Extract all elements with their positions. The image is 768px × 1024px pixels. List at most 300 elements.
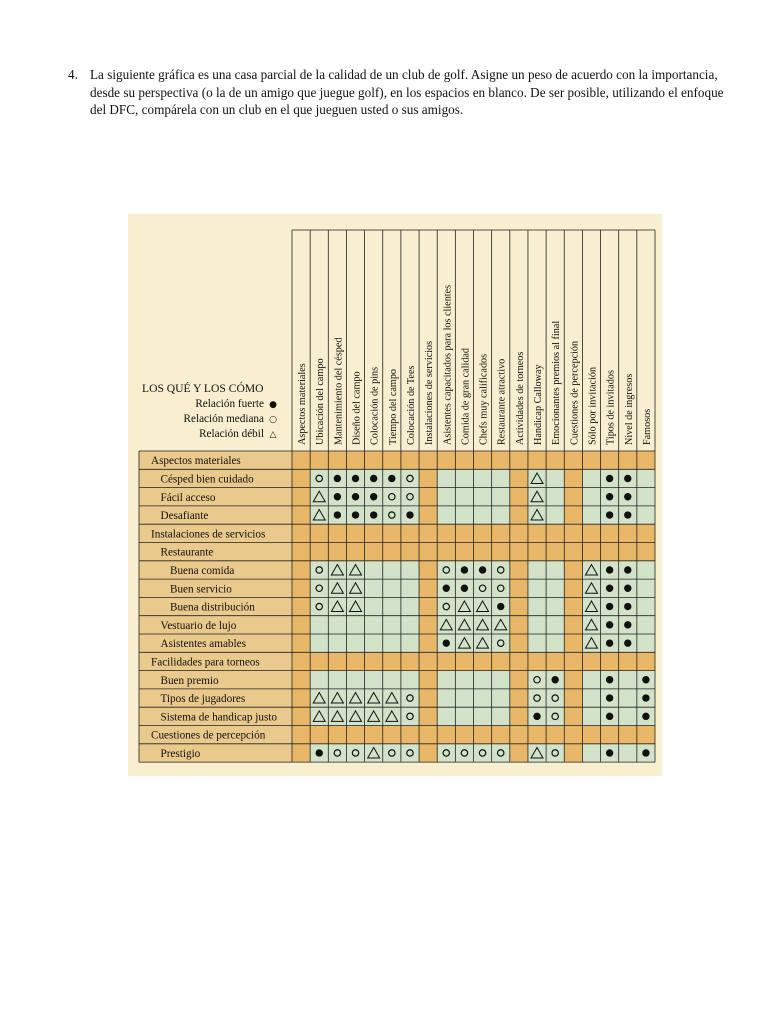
- matrix-cell: [510, 488, 528, 506]
- matrix-cell: [492, 652, 510, 670]
- row-label: Desafiante: [160, 510, 209, 523]
- matrix-cell: [383, 726, 401, 744]
- matrix-cell: [582, 524, 600, 542]
- matrix-cell: [510, 451, 528, 469]
- strong-relation-mark: [316, 749, 323, 756]
- strong-relation-mark: [624, 493, 631, 500]
- matrix-cell: [510, 671, 528, 689]
- matrix-cell: [310, 524, 328, 542]
- strong-relation-mark: [606, 475, 613, 482]
- matrix-cell: [383, 579, 401, 597]
- matrix-cell: [346, 524, 364, 542]
- matrix-cell: [419, 561, 437, 579]
- matrix-cell: [619, 671, 637, 689]
- strong-relation-mark: [606, 676, 613, 683]
- matrix-cell: [619, 744, 637, 762]
- matrix-cell: [401, 671, 419, 689]
- matrix-cell: [328, 726, 346, 744]
- strong-relation-mark: [606, 621, 613, 628]
- matrix-cell: [564, 524, 582, 542]
- matrix-cell: [292, 707, 310, 725]
- matrix-cell: [528, 726, 546, 744]
- strong-relation-mark: [624, 511, 631, 518]
- column-header-label: Colocación de pins: [369, 366, 381, 445]
- strong-relation-mark: [606, 639, 613, 646]
- matrix-cell: [492, 634, 510, 652]
- row-label: Instalaciones de servicios: [151, 528, 266, 541]
- matrix-cell: [510, 652, 528, 670]
- column-header-label: Ubicación del campo: [315, 358, 327, 445]
- matrix-cell: [582, 707, 600, 725]
- matrix-cell: [419, 469, 437, 487]
- column-header-label: Asistentes capacitados para los clientes: [442, 284, 454, 445]
- row-label: Facilidades para torneos: [151, 656, 260, 669]
- matrix-cell: [637, 561, 655, 579]
- matrix-cell: [546, 561, 564, 579]
- matrix-cell: [310, 726, 328, 744]
- legend-medium-label: Relación mediana: [183, 413, 264, 425]
- matrix-cell: [292, 451, 310, 469]
- question-number: 4.: [68, 67, 78, 82]
- matrix-cell: [546, 616, 564, 634]
- matrix-cell: [419, 726, 437, 744]
- matrix-cell: [310, 543, 328, 561]
- matrix-cell: [365, 561, 383, 579]
- matrix-cell: [310, 561, 328, 579]
- matrix-cell: [474, 652, 492, 670]
- matrix-cell: [292, 652, 310, 670]
- matrix-cell: [510, 689, 528, 707]
- strong-relation-mark: [352, 475, 359, 482]
- matrix-cell: [328, 451, 346, 469]
- column-header-label: Cuestiones de percepción: [569, 340, 581, 445]
- matrix-cell: [383, 524, 401, 542]
- matrix-cell: [328, 744, 346, 762]
- row-label: Buen servicio: [170, 583, 232, 596]
- matrix-cell: [546, 597, 564, 615]
- matrix-cell: [292, 744, 310, 762]
- matrix-cell: [310, 652, 328, 670]
- strong-relation-mark: [334, 511, 341, 518]
- matrix-cell: [401, 634, 419, 652]
- matrix-cell: [383, 652, 401, 670]
- matrix-cell: [383, 543, 401, 561]
- row-label: Buena comida: [170, 564, 235, 577]
- strong-relation-mark: [624, 639, 631, 646]
- matrix-cell: [564, 652, 582, 670]
- matrix-cell: [292, 488, 310, 506]
- filled-circle-icon: ●: [269, 400, 277, 410]
- matrix-cell: [455, 506, 473, 524]
- matrix-cell: [637, 488, 655, 506]
- matrix-cell: [492, 543, 510, 561]
- legend-strong: [195, 397, 279, 412]
- matrix-cell: [546, 726, 564, 744]
- matrix-cell: [564, 579, 582, 597]
- matrix-cell: [365, 597, 383, 615]
- matrix-cell: [474, 671, 492, 689]
- matrix-cell: [365, 652, 383, 670]
- strong-relation-mark: [606, 511, 613, 518]
- column-header-label: Handicap Calloway: [533, 364, 545, 445]
- column-header-label: Emocionantes premios al final: [551, 320, 563, 445]
- matrix-cell: [510, 469, 528, 487]
- strong-relation-mark: [461, 585, 468, 592]
- matrix-cell: [564, 616, 582, 634]
- matrix-cell: [401, 726, 419, 744]
- column-header-label: Nivel de ingresos: [623, 373, 635, 445]
- matrix-cell: [346, 652, 364, 670]
- strong-relation-mark: [624, 621, 631, 628]
- column-header-label: Famosos: [641, 408, 653, 445]
- matrix-cell: [474, 579, 492, 597]
- matrix-cell: [546, 652, 564, 670]
- matrix-cell: [546, 524, 564, 542]
- matrix-cell: [492, 506, 510, 524]
- row-label: Fácil acceso: [160, 491, 216, 504]
- matrix-cell: [401, 579, 419, 597]
- matrix-cell: [619, 451, 637, 469]
- matrix-cell: [419, 543, 437, 561]
- matrix-cell: [328, 524, 346, 542]
- matrix-cell: [419, 671, 437, 689]
- matrix-cell: [564, 597, 582, 615]
- matrix-cell: [492, 524, 510, 542]
- strong-relation-mark: [624, 475, 631, 482]
- matrix-cell: [528, 616, 546, 634]
- matrix-cell: [474, 524, 492, 542]
- matrix-cell: [510, 616, 528, 634]
- matrix-cell: [383, 616, 401, 634]
- strong-relation-mark: [606, 585, 613, 592]
- matrix-cell: [546, 488, 564, 506]
- matrix-cell: [637, 524, 655, 542]
- matrix-cell: [637, 652, 655, 670]
- legend-strong-label: Relación fuerte: [195, 398, 264, 410]
- matrix-cell: [474, 744, 492, 762]
- matrix-cell: [346, 616, 364, 634]
- matrix-cell: [528, 561, 546, 579]
- matrix-cell: [401, 469, 419, 487]
- matrix-cell: [474, 488, 492, 506]
- matrix-cell: [564, 707, 582, 725]
- matrix-cell: [346, 451, 364, 469]
- matrix-cell: [292, 469, 310, 487]
- triangle-icon: △: [269, 430, 277, 440]
- matrix-cell: [455, 744, 473, 762]
- matrix-cell: [401, 543, 419, 561]
- matrix-cell: [582, 488, 600, 506]
- matrix-cell: [492, 469, 510, 487]
- matrix-cell: [437, 689, 455, 707]
- matrix-cell: [601, 543, 619, 561]
- matrix-cell: [528, 451, 546, 469]
- matrix-cell: [292, 524, 310, 542]
- matrix-cell: [455, 726, 473, 744]
- matrix-cell: [383, 671, 401, 689]
- matrix-cell: [437, 506, 455, 524]
- column-header-label: Diseño del campo: [351, 371, 363, 445]
- matrix-cell: [546, 543, 564, 561]
- matrix-cell: [455, 543, 473, 561]
- matrix-cell: [401, 451, 419, 469]
- matrix-cell: [601, 652, 619, 670]
- strong-relation-mark: [606, 749, 613, 756]
- matrix-cell: [365, 634, 383, 652]
- matrix-cell: [401, 597, 419, 615]
- matrix-cell: [401, 652, 419, 670]
- matrix-cell: [492, 561, 510, 579]
- matrix-cell: [437, 652, 455, 670]
- matrix-cell: [437, 451, 455, 469]
- matrix-cell: [292, 561, 310, 579]
- column-header-label: Tipos de invitados: [605, 370, 617, 445]
- row-label: Aspectos materiales: [151, 455, 241, 468]
- matrix-cell: [637, 543, 655, 561]
- strong-relation-mark: [352, 493, 359, 500]
- matrix-cell: [510, 744, 528, 762]
- matrix-cell: [346, 726, 364, 744]
- matrix-cell: [474, 726, 492, 744]
- matrix-cell: [455, 652, 473, 670]
- matrix-cell: [546, 689, 564, 707]
- strong-relation-mark: [642, 749, 649, 756]
- matrix-cell: [619, 726, 637, 744]
- matrix-cell: [419, 506, 437, 524]
- strong-relation-mark: [533, 713, 540, 720]
- strong-relation-mark: [497, 603, 504, 610]
- matrix-cell: [528, 579, 546, 597]
- strong-relation-mark: [606, 603, 613, 610]
- matrix-cell: [292, 506, 310, 524]
- matrix-cell: [510, 707, 528, 725]
- strong-relation-mark: [642, 694, 649, 701]
- strong-relation-mark: [479, 566, 486, 573]
- matrix-cell: [564, 469, 582, 487]
- column-header-label: Comida de gran calidad: [460, 347, 472, 445]
- matrix-cell: [474, 543, 492, 561]
- column-header-label: Sólo por invitación: [587, 366, 599, 445]
- matrix-cell: [419, 597, 437, 615]
- row-label: Sistema de handicap justo: [160, 711, 278, 724]
- matrix-cell: [455, 469, 473, 487]
- matrix-cell: [528, 543, 546, 561]
- matrix-cell: [455, 524, 473, 542]
- matrix-cell: [564, 488, 582, 506]
- matrix-cell: [419, 488, 437, 506]
- matrix-cell: [401, 616, 419, 634]
- strong-relation-mark: [388, 475, 395, 482]
- matrix-cell: [401, 488, 419, 506]
- matrix-cell: [437, 561, 455, 579]
- matrix-cell: [437, 543, 455, 561]
- matrix-cell: [383, 744, 401, 762]
- matrix-cell: [365, 524, 383, 542]
- matrix-cell: [601, 451, 619, 469]
- matrix-cell: [492, 451, 510, 469]
- strong-relation-mark: [606, 493, 613, 500]
- strong-relation-mark: [370, 475, 377, 482]
- matrix-cell: [564, 543, 582, 561]
- matrix-cell: [383, 506, 401, 524]
- matrix-cell: [528, 671, 546, 689]
- matrix-cell: [328, 652, 346, 670]
- matrix-cell: [437, 524, 455, 542]
- legend-weak-label: Relación débil: [199, 428, 264, 440]
- matrix-cell: [437, 744, 455, 762]
- matrix-cell: [492, 726, 510, 744]
- matrix-cell: [455, 451, 473, 469]
- matrix-cell: [528, 524, 546, 542]
- matrix-cell: [564, 726, 582, 744]
- column-header-label: Mantenimiento del césped: [333, 337, 345, 445]
- strong-relation-mark: [606, 566, 613, 573]
- matrix-cell: [619, 543, 637, 561]
- strong-relation-mark: [624, 566, 631, 573]
- matrix-cell: [455, 488, 473, 506]
- column-header-label: Actividades de torneos: [514, 351, 526, 445]
- matrix-cell: [582, 671, 600, 689]
- matrix-cell: [437, 488, 455, 506]
- matrix-cell: [510, 561, 528, 579]
- matrix-cell: [401, 689, 419, 707]
- matrix-cell: [292, 634, 310, 652]
- matrix-grid: [128, 214, 662, 776]
- matrix-cell: [328, 543, 346, 561]
- matrix-cell: [419, 652, 437, 670]
- matrix-cell: [492, 671, 510, 689]
- matrix-cell: [492, 689, 510, 707]
- matrix-cell: [419, 689, 437, 707]
- strong-relation-mark: [606, 713, 613, 720]
- matrix-cell: [546, 451, 564, 469]
- column-header-label: Aspectos materiales: [297, 363, 309, 445]
- matrix-cell: [310, 469, 328, 487]
- matrix-cell: [510, 524, 528, 542]
- matrix-cell: [310, 671, 328, 689]
- matrix-cell: [582, 726, 600, 744]
- matrix-cell: [383, 597, 401, 615]
- matrix-cell: [365, 579, 383, 597]
- matrix-cell: [346, 543, 364, 561]
- matrix-cell: [637, 597, 655, 615]
- quality-house-matrix: [128, 214, 662, 776]
- matrix-cell: [455, 707, 473, 725]
- strong-relation-mark: [443, 585, 450, 592]
- matrix-cell: [546, 579, 564, 597]
- matrix-cell: [401, 707, 419, 725]
- matrix-cell: [564, 451, 582, 469]
- matrix-cell: [601, 524, 619, 542]
- matrix-cell: [365, 726, 383, 744]
- matrix-cell: [328, 671, 346, 689]
- strong-relation-mark: [443, 639, 450, 646]
- matrix-cell: [383, 561, 401, 579]
- row-label: Buen premio: [160, 674, 219, 687]
- matrix-cell: [528, 652, 546, 670]
- column-header-label: Tiempo del campo: [387, 368, 399, 445]
- matrix-cell: [292, 543, 310, 561]
- question-text: La siguiente gráfica es una casa parcial de la calidad de un club de golf. Asigne un peso de acuerdo con la importancia, desde su perspectiva (o la de un amigo que juegue golf), en los espacios en blanco. De ser posible, utilizando el enfoque del DFC, compárela con un club en el que jueguen usted o sus amigos.: [90, 67, 724, 117]
- strong-relation-mark: [352, 511, 359, 518]
- matrix-cell: [437, 707, 455, 725]
- strong-relation-mark: [370, 511, 377, 518]
- matrix-cell: [637, 506, 655, 524]
- matrix-cell: [292, 689, 310, 707]
- strong-relation-mark: [406, 511, 413, 518]
- matrix-cell: [474, 451, 492, 469]
- matrix-cell: [365, 543, 383, 561]
- matrix-cell: [582, 652, 600, 670]
- matrix-cell: [619, 524, 637, 542]
- matrix-cell: [546, 506, 564, 524]
- matrix-cell: [383, 451, 401, 469]
- matrix-cell: [637, 726, 655, 744]
- matrix-cell: [328, 616, 346, 634]
- matrix-cell: [419, 634, 437, 652]
- matrix-cell: [346, 744, 364, 762]
- strong-relation-mark: [461, 566, 468, 573]
- row-label: Vestuario de lujo: [160, 619, 237, 632]
- matrix-cell: [637, 634, 655, 652]
- matrix-cell: [582, 744, 600, 762]
- matrix-cell: [564, 671, 582, 689]
- strong-relation-mark: [334, 493, 341, 500]
- matrix-cell: [564, 634, 582, 652]
- matrix-cell: [310, 634, 328, 652]
- strong-relation-mark: [551, 676, 558, 683]
- matrix-cell: [474, 469, 492, 487]
- matrix-cell: [455, 671, 473, 689]
- matrix-cell: [419, 744, 437, 762]
- matrix-cell: [292, 671, 310, 689]
- matrix-cell: [419, 524, 437, 542]
- matrix-cell: [383, 634, 401, 652]
- matrix-cell: [346, 671, 364, 689]
- matrix-cell: [546, 634, 564, 652]
- row-label: Buena distribución: [170, 601, 255, 614]
- matrix-cell: [564, 561, 582, 579]
- matrix-cell: [528, 597, 546, 615]
- matrix-cell: [564, 506, 582, 524]
- matrix-cell: [582, 543, 600, 561]
- matrix-cell: [419, 579, 437, 597]
- matrix-cell: [437, 726, 455, 744]
- matrix-cell: [582, 506, 600, 524]
- matrix-cell: [510, 597, 528, 615]
- matrix-cell: [619, 689, 637, 707]
- matrix-cell: [419, 707, 437, 725]
- legend-weak: [199, 427, 279, 442]
- matrix-cell: [564, 744, 582, 762]
- row-label: Césped bien cuidado: [160, 473, 254, 486]
- matrix-cell: [437, 671, 455, 689]
- matrix-cell: [310, 579, 328, 597]
- strong-relation-mark: [334, 475, 341, 482]
- matrix-title: LOS QUÉ Y LOS CÓMO: [142, 382, 264, 395]
- strong-relation-mark: [370, 493, 377, 500]
- strong-relation-mark: [642, 676, 649, 683]
- matrix-cell: [401, 744, 419, 762]
- matrix-cell: [474, 707, 492, 725]
- matrix-cell: [474, 689, 492, 707]
- matrix-cell: [492, 579, 510, 597]
- row-label: Prestigio: [160, 747, 201, 760]
- matrix-cell: [510, 543, 528, 561]
- matrix-cell: [619, 707, 637, 725]
- matrix-cell: [419, 616, 437, 634]
- matrix-cell: [346, 634, 364, 652]
